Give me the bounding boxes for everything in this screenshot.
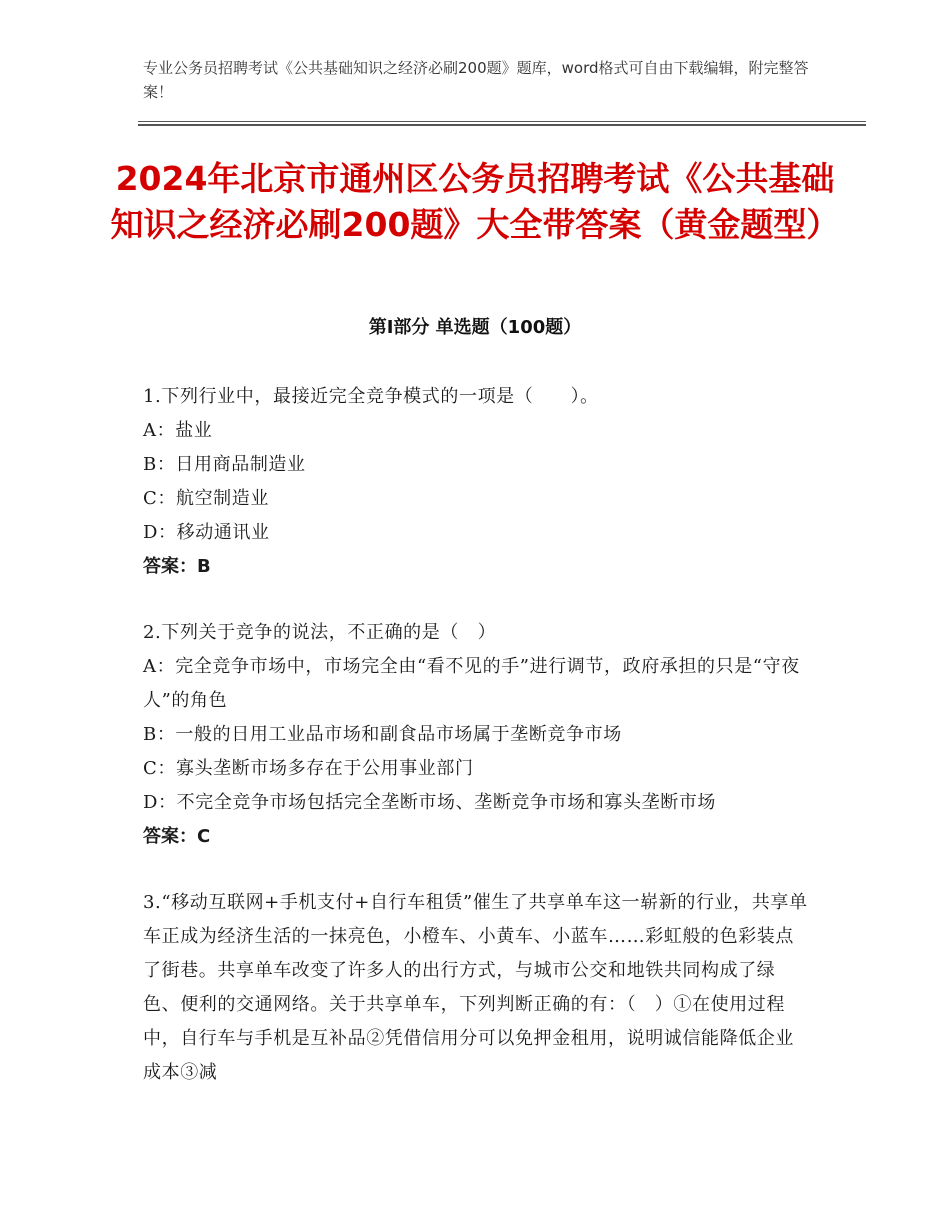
option-d: D：移动通讯业 [143,522,270,543]
question-list [143,380,811,1122]
header-note: 专业公务员招聘考试《公共基础知识之经济必刷200题》题库，word格式可自由下载编辑，附完整答案！ [143,59,809,101]
option-d: D：不完全竞争市场包括完全垄断市场、垄断竞争市场和寡头垄断市场 [143,792,717,813]
question-2 [143,616,811,854]
header-divider-thick [138,124,866,126]
option-c: C：航空制造业 [143,488,269,509]
answer: 答案：C [143,826,211,847]
option-a: A：完全竞争市场中，市场完全由“看不见的手”进行调节，政府承担的只是“守夜人”的角色 [143,656,800,711]
section-title: 第Ⅰ部分 单选题（100题） [368,317,582,338]
option-a: A：盐业 [143,420,213,441]
option-b: B：日用商品制造业 [143,454,306,475]
question-stem: 1.下列行业中，最接近完全竞争模式的一项是（ ）。 [143,386,599,407]
question-3 [143,886,811,1090]
answer: 答案：B [143,556,211,577]
document-title: 2024年北京市通州区公务员招聘考试《公共基础知识之经济必刷200题》大全带答案（黄金题型） [110,159,840,244]
option-c: C：寡头垄断市场多存在于公用事业部门 [143,758,474,779]
question-1 [143,380,811,584]
question-stem: 3.“移动互联网+手机支付+自行车租赁”催生了共享单车这一崭新的行业，共享单车正成为经济生活的一抹亮色，小橙车、小黄车、小蓝车……彩虹般的色彩装点了街巷。共享单车改变了许多人的出行方式，与城市公交和地铁共同构成了绿色、便利的交通网络。关于共享单车，下列判断正确的有：（ ）①在使用过程中，自行车与手机是互补品②凭借信用分可以免押金租用，说明诚信能降低企业成本③减 [143,892,808,1083]
option-b: B：一般的日用工业品市场和副食品市场属于垄断竞争市场 [143,724,622,745]
question-stem: 2.下列关于竞争的说法，不正确的是（ ） [143,622,497,643]
header-divider-thin [138,121,866,122]
